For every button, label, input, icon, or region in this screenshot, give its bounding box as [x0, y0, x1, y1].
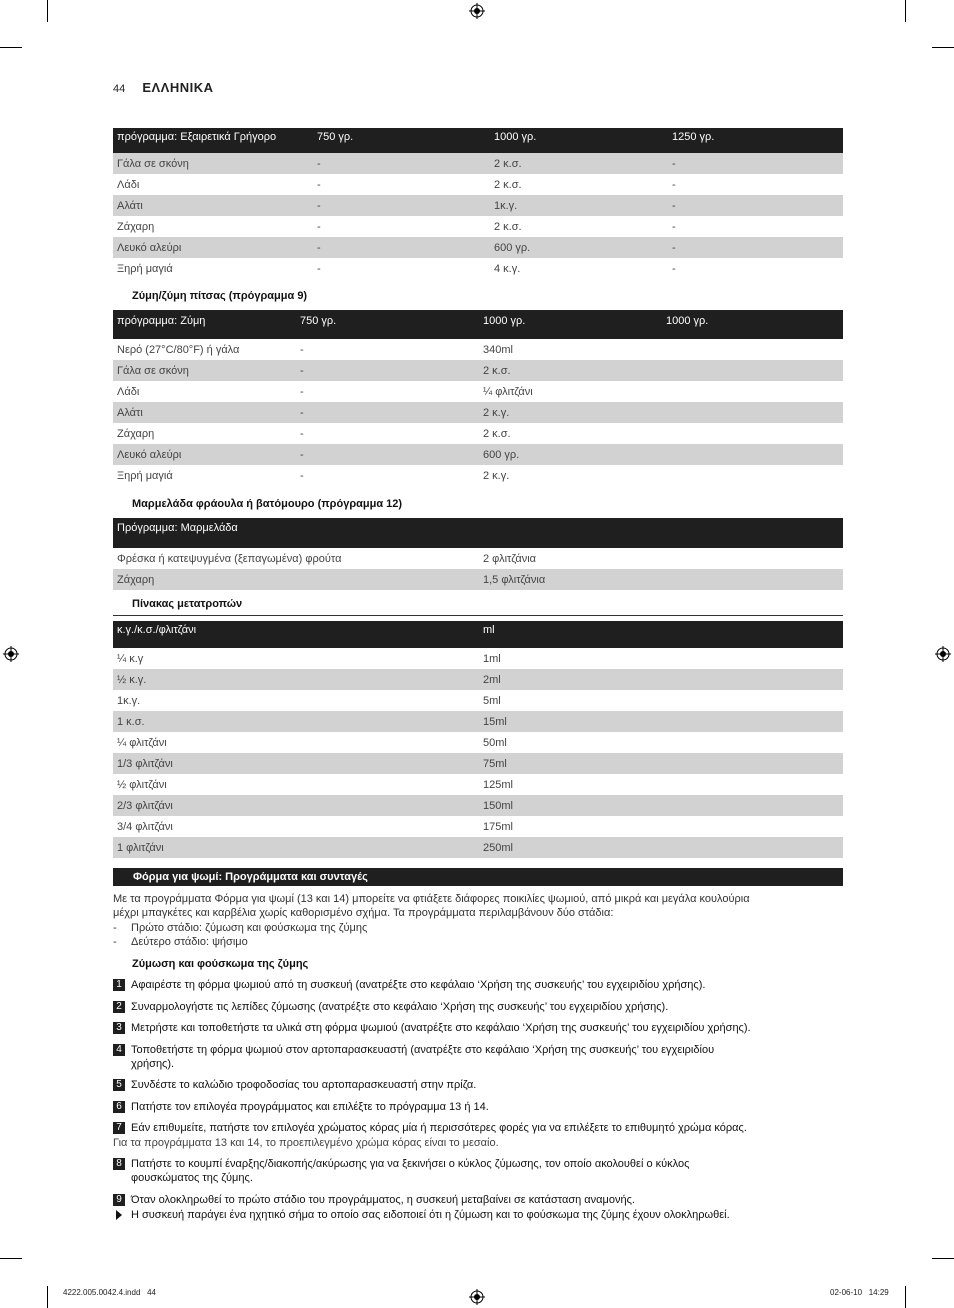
table-cell: Ζάχαρη [117, 220, 155, 233]
table-cell: 2 κ.σ. [479, 360, 662, 381]
table-cell: Ξηρή μαγιά [117, 262, 173, 275]
page-header [113, 80, 214, 95]
step-text-continued: χρήσης). [131, 1058, 175, 1070]
table-cell: 1,5 φλιτζάνια [479, 569, 843, 590]
table-cell: - [296, 402, 479, 423]
table-cell: - [300, 343, 304, 356]
table-cell: - [313, 153, 490, 174]
table-cell: - [296, 360, 479, 381]
table-row [113, 648, 843, 669]
table-cell: 50ml [483, 736, 507, 749]
section-heading-bar: Φόρμα για ψωμί: Προγράμματα και συνταγές [113, 868, 843, 886]
date-slug: 02-06-10 14:29 [830, 1288, 889, 1297]
table-row [113, 795, 843, 816]
result-item [113, 1208, 848, 1224]
table-header-row [113, 128, 843, 153]
table-row [113, 690, 843, 711]
step-text: Εάν επιθυμείτε, πατήστε τον επιλογέα χρώματος κόρας μία ή περισσότερες φορές για να επιλέξετε το επιθυμητό χρώμα κόρας. [131, 1122, 747, 1134]
page-number: 44 [113, 83, 126, 95]
step-number: 1 [113, 979, 125, 991]
table-cell: - [668, 237, 843, 258]
registration-mark-icon [469, 3, 485, 19]
table-row [113, 711, 843, 732]
step-number: 6 [113, 1101, 125, 1113]
table-cell: 2 κ.γ. [483, 469, 510, 482]
table-cell: Λάδι [117, 385, 140, 398]
table-header-cell: 1250 γρ. [668, 128, 843, 153]
table-header-cell: Πρόγραμμα: Μαρμελάδα [113, 518, 843, 548]
table-cell: 250ml [479, 837, 843, 858]
table-row [113, 753, 843, 774]
table-cell: - [317, 178, 321, 191]
crop-mark [47, 1286, 48, 1308]
intro-line: Με τα προγράμματα Φόρμα για ψωμί (13 και 14) μπορείτε να φτιάξετε διάφορες ποικιλίες ψωμιού, από μικρά και μεγάλα κουλούρια [113, 893, 750, 905]
language-label: ΕΛΛΗΝΙΚΑ [142, 80, 214, 95]
table-cell: - [300, 427, 304, 440]
table-header-row [113, 621, 843, 648]
table-header-row [113, 518, 843, 548]
table-cell: 1 κ.σ. [113, 711, 479, 732]
table-cell: 600 γρ. [479, 444, 662, 465]
step-item [113, 978, 848, 994]
table-cell: - [313, 237, 490, 258]
table-row [113, 216, 843, 237]
table-cell: 1ml [483, 652, 501, 665]
table-cell: 2 κ.σ. [483, 427, 511, 440]
table-row [113, 569, 843, 590]
crop-mark [0, 47, 22, 48]
table-cell: 600 γρ. [490, 237, 668, 258]
table-header-cell: 750 γρ. [296, 310, 479, 339]
table-cell [662, 444, 843, 465]
table-cell: 150ml [479, 795, 843, 816]
bullet-dash: - [113, 922, 117, 934]
table-row [113, 195, 843, 216]
step-text: Τοποθετήστε τη φόρμα ψωμιού στον αρτοπαρασκευαστή (ανατρέξτε στο κεφάλαιο ‘Χρήση της συσκευής’ του εγχειριδίου [131, 1044, 715, 1056]
result-arrow-icon [115, 1209, 123, 1221]
step-item [113, 1000, 848, 1016]
table-cell [662, 465, 843, 486]
crop-mark [932, 47, 954, 48]
table-cell: - [668, 153, 843, 174]
table-cell: 2 κ.σ. [494, 178, 522, 191]
result-text: Η συσκευή παράγει ένα ηχητικό σήμα το οποίο σας ειδοποιεί ότι η ζύμωση και το φούσκωμα της ζύμης έχουν ολοκληρωθεί. [131, 1209, 730, 1221]
crop-mark [0, 1258, 22, 1259]
table-cell: Αλάτι [113, 402, 296, 423]
table-jam [113, 518, 843, 590]
step-text: Αφαιρέστε τη φόρμα ψωμιού από τη συσκευή (ανατρέξτε στο κεφάλαιο ‘Χρήση της συσκευής’ του εγχειριδίου χρήσης). [131, 979, 706, 991]
crop-mark [905, 0, 906, 22]
step-text-continued: φουσκώματος της ζύμης. [131, 1172, 253, 1184]
table-header-cell: 750 γρ. [313, 128, 490, 153]
table-cell: Λευκό αλεύρι [113, 237, 313, 258]
table-cell [662, 339, 843, 360]
registration-mark-icon [3, 646, 19, 662]
table-cell [662, 381, 843, 402]
step-number: 5 [113, 1079, 125, 1091]
table-conversion [113, 621, 843, 858]
table-row [113, 444, 843, 465]
table-row [113, 423, 843, 444]
step-text: Μετρήστε και τοποθετήστε τα υλικά στη φόρμα ψωμιού (ανατρέξτε στο κεφάλαιο ‘Χρήση της συσκευής’ του εγχειριδίου χρήσης). [131, 1022, 751, 1034]
table-cell: 2ml [479, 669, 843, 690]
table-extra-fast [113, 128, 843, 279]
step-item [113, 1100, 848, 1116]
divider [113, 615, 843, 616]
table-cell: 4 κ.γ. [494, 262, 521, 275]
table-row [113, 837, 843, 858]
table-cell: 125ml [483, 778, 513, 791]
table-cell [662, 402, 843, 423]
table-row [113, 732, 843, 753]
table-cell: ½ κ.γ. [113, 669, 479, 690]
table-cell: Ζάχαρη [117, 427, 155, 440]
table-header-cell: 1000 γρ. [662, 310, 843, 339]
table-cell: ¼ φλιτζάνι [483, 385, 533, 398]
table-row [113, 174, 843, 195]
table-cell: 2 κ.γ. [479, 402, 662, 423]
table-row [113, 381, 843, 402]
table-row [113, 774, 843, 795]
bullet-item: Πρώτο στάδιο: ζύμωση και φούσκωμα της ζύμης [131, 922, 368, 934]
table-cell: Λευκό αλεύρι [113, 444, 296, 465]
step-text: Συναρμολογήστε τις λεπίδες ζύμωσης (ανατρέξτε στο κεφάλαιο ‘Χρήση της συσκευής’ του εγχειριδίου χρήσης). [131, 1001, 669, 1013]
table-header-cell: κ.γ./κ.σ./φλιτζάνι [113, 621, 479, 648]
table-cell: - [672, 262, 676, 275]
step-text: Πατήστε το κουμπί έναρξης/διακοπής/ακύρωσης για να ξεκινήσει ο κύκλος ζύμωσης, τον οποίο ακολουθεί ο κύκλος [131, 1158, 690, 1170]
step-number: 7 [113, 1122, 125, 1134]
step-number: 9 [113, 1194, 125, 1206]
crop-mark [905, 1286, 906, 1308]
table-cell: ½ φλιτζάνι [117, 778, 167, 791]
crop-mark [47, 0, 48, 22]
table-cell: Λάδι [117, 178, 140, 191]
table-cell [662, 423, 843, 444]
table-cell: 1κ.γ. [490, 195, 668, 216]
step-note: Για τα προγράμματα 13 και 14, το προεπιλεγμένο χρώμα κόρας είναι το μεσαίο. [113, 1137, 499, 1149]
table-cell: 2 κ.σ. [490, 153, 668, 174]
table-cell: - [317, 220, 321, 233]
table-dough [113, 310, 843, 486]
step-number: 8 [113, 1158, 125, 1170]
table-cell: 75ml [479, 753, 843, 774]
table-cell: 5ml [483, 694, 501, 707]
registration-mark-icon [469, 1289, 485, 1305]
step-item [113, 1078, 848, 1094]
table-row [113, 360, 843, 381]
table-row [113, 237, 843, 258]
table-cell: Φρέσκα ή κατεψυγμένα (ξεπαγωμένα) φρούτα [117, 552, 342, 565]
table-header-cell: πρόγραμμα: Ζύμη [113, 310, 296, 339]
crop-mark [932, 1258, 954, 1259]
table-cell: 1 φλιτζάνι [113, 837, 479, 858]
subsection-title: Ζύμωση και φούσκωμα της ζύμης [132, 958, 309, 970]
table-cell: Ζάχαρη [113, 569, 479, 590]
table-header-row [113, 310, 843, 339]
table-row [113, 339, 843, 360]
table-cell: - [300, 469, 304, 482]
section-title: Πίνακας μετατροπών [132, 598, 243, 610]
table-cell: Γάλα σε σκόνη [113, 360, 296, 381]
table-cell [662, 360, 843, 381]
registration-mark-icon [935, 646, 951, 662]
table-cell: Νερό (27°C/80°F) ή γάλα [117, 343, 240, 356]
table-header-cell: 1000 γρ. [479, 310, 662, 339]
table-row [113, 669, 843, 690]
table-cell: - [300, 385, 304, 398]
table-row [113, 402, 843, 423]
table-row [113, 465, 843, 486]
step-number: 3 [113, 1022, 125, 1034]
table-row [113, 548, 843, 569]
table-cell: - [313, 195, 490, 216]
table-cell: 2 κ.σ. [494, 220, 522, 233]
step-item [113, 1193, 848, 1209]
step-number: 4 [113, 1044, 125, 1056]
step-text: Συνδέστε το καλώδιο τροφοδοσίας του αρτοπαρασκευαστή στην πρίζα. [131, 1079, 477, 1091]
bullet-item: Δεύτερο στάδιο: ψήσιμο [131, 936, 248, 948]
table-cell: - [296, 444, 479, 465]
table-cell: 2/3 φλιτζάνι [113, 795, 479, 816]
table-cell: - [668, 195, 843, 216]
table-cell: 340ml [483, 343, 513, 356]
table-row [113, 258, 843, 279]
table-cell: 15ml [479, 711, 843, 732]
step-item [113, 1157, 848, 1187]
table-row [113, 816, 843, 837]
table-cell: 2 φλιτζάνια [483, 552, 537, 565]
step-text: Πατήστε τον επιλογέα προγράμματος και επιλέξτε το πρόγραμμα 13 ή 14. [131, 1101, 489, 1113]
table-header-cell: πρόγραμμα: Εξαιρετικά Γρήγορο [113, 128, 313, 153]
table-cell: 1κ.γ. [117, 694, 141, 707]
step-item [113, 1021, 848, 1037]
table-cell: Γάλα σε σκόνη [113, 153, 313, 174]
table-cell: - [317, 262, 321, 275]
step-item [113, 1043, 848, 1073]
table-header-cell: 1000 γρ. [490, 128, 668, 153]
bullet-dash: - [113, 936, 117, 948]
table-cell: Ξηρή μαγιά [117, 469, 173, 482]
table-cell: ¼ φλιτζάνι [117, 736, 167, 749]
table-cell: Αλάτι [113, 195, 313, 216]
table-cell: 1/3 φλιτζάνι [113, 753, 479, 774]
table-cell: - [672, 220, 676, 233]
table-cell: ¼ κ.γ [117, 652, 144, 665]
section-title: Ζύμη/ζύμη πίτσας (πρόγραμμα 9) [132, 290, 308, 302]
step-number: 2 [113, 1001, 125, 1013]
table-cell: - [672, 178, 676, 191]
table-row [113, 153, 843, 174]
file-slug: 4222.005.0042.4.indd 44 [63, 1288, 156, 1297]
section-title: Μαρμελάδα φράουλα ή βατόμουρο (πρόγραμμα 12) [132, 498, 403, 510]
table-cell: 3/4 φλιτζάνι [117, 820, 173, 833]
step-text: Όταν ολοκληρωθεί το πρώτο στάδιο του προγράμματος, η συσκευή μεταβαίνει σε κατάσταση αναμονής. [131, 1194, 635, 1206]
table-header-cell: ml [479, 621, 843, 648]
table-cell: 175ml [483, 820, 513, 833]
intro-line: μέχρι μπαγκέτες και καρβέλια χωρίς καθορισμένο σχήμα. Τα προγράμματα περιλαμβάνουν δύο στάδια: [113, 907, 614, 919]
